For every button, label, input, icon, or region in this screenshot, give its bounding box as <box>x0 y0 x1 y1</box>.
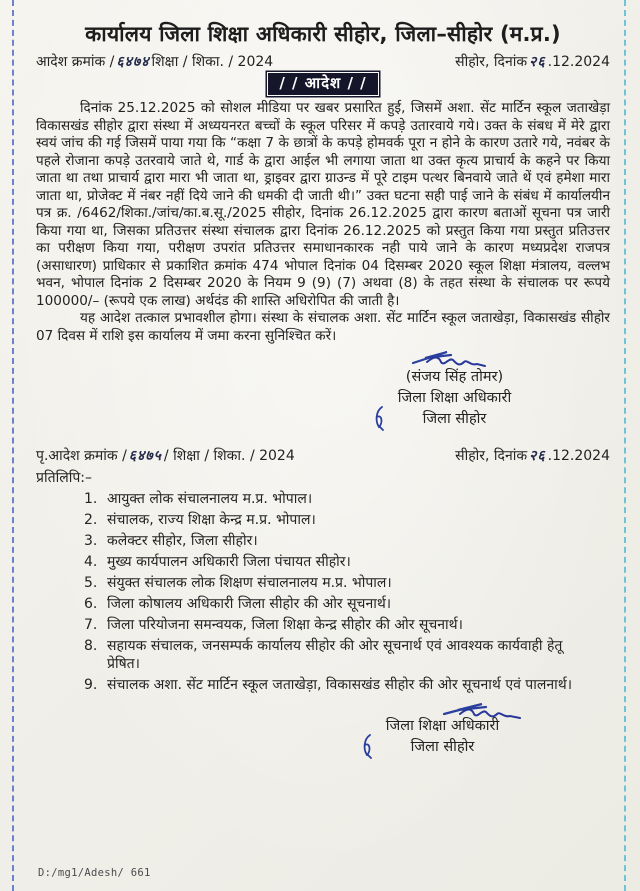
copy-list-item <box>84 512 610 530</box>
issue-place-date <box>455 52 610 71</box>
endorsement-date-handwritten: २६ <box>529 448 546 464</box>
issue-place-date-prefix: सीहोर, दिनांक <box>455 54 528 70</box>
endorsement-number-line <box>36 446 610 465</box>
initial-ink-icon <box>361 733 375 759</box>
signature-block-2 <box>335 700 550 758</box>
item-number: 1. <box>84 491 98 507</box>
signatory-office <box>335 737 550 758</box>
endorsement-date-suffix: .12.2024 <box>547 448 610 464</box>
signatory-office <box>347 409 562 430</box>
copy-list-item <box>84 677 610 695</box>
item-number: 9. <box>84 676 98 693</box>
item-text: संयुक्त संचालक लोक शिक्षण संचालनालय म.प्र. भोपाल। <box>107 575 392 591</box>
issue-date-handwritten: २६ <box>529 54 546 70</box>
order-body <box>36 100 610 345</box>
copy-list-item <box>84 533 610 551</box>
item-text: संचालक, राज्य शिक्षा केन्द्र म.प्र. भोपाल। <box>107 512 316 528</box>
body-paragraph-2: यह आदेश तत्काल प्रभावशील होगा। संस्था के संचालक अशा. सेंट मार्टिन स्कूल जताखेड़ा, विकासखंड सीहोर 07 दिवस में राशि इस कार्यालय में जमा करना सुनिश्चित करें। <box>36 310 610 344</box>
endorsement-ref <box>36 446 295 465</box>
initial-ink-icon <box>373 405 387 431</box>
item-text: संचालक अशा. सेंट मार्टिन स्कूल जताखेड़ा, विकासखंड सीहोर की ओर सूचनार्थ एवं पालनार्थ। <box>107 676 573 693</box>
endorsement-ref-prefix: पृ.आदेश क्रमांक / <box>36 448 127 464</box>
item-number: 8. <box>84 638 98 654</box>
signatory-designation: जिला शिक्षा अधिकारी <box>397 390 512 406</box>
copy-list-item <box>84 596 610 614</box>
order-number-line <box>36 52 610 71</box>
copy-list-item <box>84 491 610 509</box>
item-number: 2. <box>84 512 98 528</box>
copy-list-item <box>84 554 610 572</box>
signature-ink-icon <box>436 700 536 728</box>
item-text: जिला कोषालय अधिकारी जिला सीहोर की ओर सूचनार्थ। <box>107 596 392 612</box>
cut-line-right <box>624 0 626 891</box>
item-text: कलेक्टर सीहोर, जिला सीहोर। <box>107 533 258 549</box>
cut-line-left <box>12 0 14 891</box>
order-banner: / / आदेश / / <box>267 72 378 96</box>
order-number-handwritten: ६४७४ <box>116 54 150 70</box>
order-number-suffix: शिक्षा / शिका. / 2024 <box>151 54 274 70</box>
body-paragraph-1: दिनांक 25.12.2025 को सोशल मीडिया पर खबर प्रसारित हुई, जिसमें अशा. सेंट मार्टिन स्कूल जताखेड़ा विकासखंड सीहोर द्वारा संस्था में अध्ययनरत बच्चों के स्कूल परिसर में कपड़े उतारवाये गये। उक्त के संबध में मेरे द्वारा स्वयं जांच की गई जिसमें पाया गया कि “कक्षा 7 के छात्रों के कपड़े होमवर्क पूरा न होने के कारण उतारे गये, नवंबर के पहले रोजाना कपड़े उतरवाये जाते थे, गार्ड के द्वारा आईल भी लगाया जाता था उक्त कृत्य प्राचार्य के कहने पर किया जाता था तथा प्राचार्य द्वारा मारा भी जाता था, ड्राइवर द्वारा ग्राउन्ड में पूरे टाइम पत्थर बिनवाये जाते थें एवं हमेशा मारा जाता था, प्रोजेक्ट में नंबर नहीं दिये जाने की धमकी दी जाती थी।” उक्त घटना सही पाई जाने के संबंध में कार्यालयीन पत्र क्र. /6462/शिका./जांच/का.ब.सू./2025 सीहोर, दिनांक 26.12.2025 द्वारा कारण बताओं सूचना पत्र जारी किया गया था, जिसका प्रतिउत्तर संस्था संचालक द्वारा दिनांक 26.12.2025 को प्रस्तुत किया गया प्रस्तुत प्रतिउत्तर का परीक्षण किया गया, परीक्षण उपरांत प्रतिउत्तर समाधानकारक नही पाये जाने के कारण मध्यप्रदेश राजपत्र (असाधारण) प्राधिकार से प्रकाशित क्रमांक 474 भोपाल दिनांक 04 दिसम्बर 2020 स्कूल शिक्षा मंत्रालय, वल्लभ भवन, भोपाल दिनांक 2 दिसम्बर 2020 के नियम 9 (9) (7) अथवा (8) के तहत संस्था के संचालक पर रूपये 100000/– (रूपये एक लाख) अर्थदंड की शास्ति अधिरोपित की जाती है। <box>36 100 610 309</box>
signature-block-1 <box>347 347 562 430</box>
item-number: 5. <box>84 575 98 591</box>
item-number: 4. <box>84 554 98 570</box>
item-number: 7. <box>84 617 98 633</box>
office-title: कार्यालय जिला शिक्षा अधिकारी सीहोर, जिला–सीहोर (म.प्र.) <box>85 22 561 46</box>
issue-date-suffix: .12.2024 <box>547 54 610 70</box>
copy-list <box>36 491 610 694</box>
item-text: सहायक संचालक, जनसम्पर्क कार्यालय सीहोर की ओर सूचनार्थ एवं आवश्यक कार्यवाही हेतू प्रेषित। <box>107 638 563 672</box>
copy-list-item <box>84 617 610 635</box>
signatory-office-text: जिला सीहोर <box>422 411 487 427</box>
signatory-designation: जिला शिक्षा अधिकारी <box>385 718 500 734</box>
endorsement-place-date-prefix: सीहोर, दिनांक <box>455 448 528 464</box>
item-number: 6. <box>84 596 98 612</box>
copy-list-item <box>84 575 610 593</box>
signatory-name: (संजय सिंह तोमर) <box>405 369 504 385</box>
endorsement-ref-suffix: / शिक्षा / शिका. / 2024 <box>163 448 295 464</box>
footer-file-path: D:/mg1/Adesh/ 661 <box>38 867 151 879</box>
signatory-office-text: जिला सीहोर <box>410 739 475 755</box>
copy-list-item <box>84 638 610 673</box>
order-banner-wrap <box>36 72 610 96</box>
endorsement-place-date <box>455 446 610 465</box>
document-content <box>36 20 610 758</box>
endorsement-ref-handwritten: ६४७५ <box>128 448 162 464</box>
signature-ink-icon <box>407 347 503 377</box>
item-text: आयुक्त लोक संचालनालय म.प्र. भोपाल। <box>107 491 313 507</box>
copy-list-heading: प्रतिलिपि:– <box>36 470 92 486</box>
order-number <box>36 52 273 71</box>
item-text: जिला परियोजना समन्वयक, जिला शिक्षा केन्द्र सीहोर की ओर सूचनार्थ। <box>107 617 463 633</box>
order-number-prefix: आदेश क्रमांक / <box>36 54 115 70</box>
item-number: 3. <box>84 533 98 549</box>
item-text: मुख्य कार्यपालन अधिकारी जिला पंचायत सीहोर। <box>107 554 351 570</box>
